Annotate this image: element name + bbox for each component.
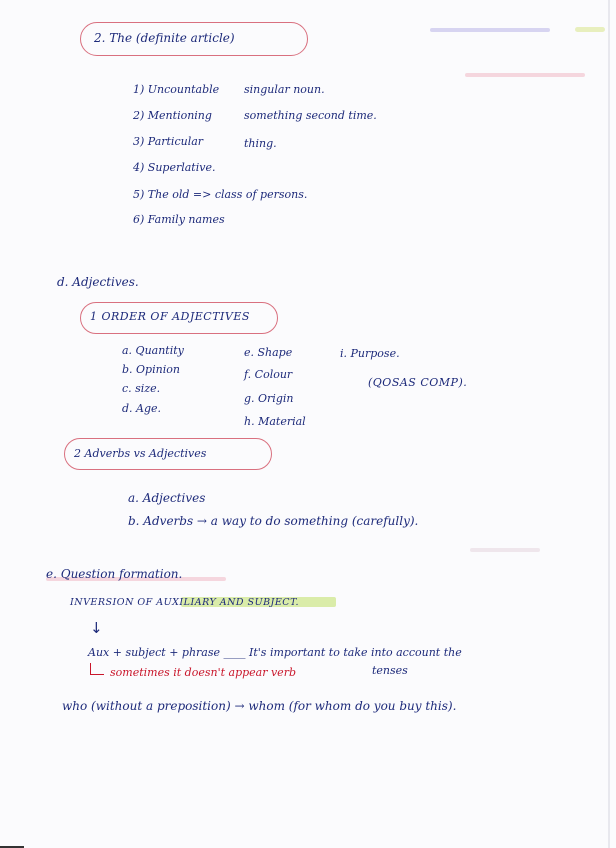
down-arrow-icon: ↓	[90, 619, 103, 637]
smudge-mark	[465, 73, 585, 77]
list-item: 1) Uncountable	[133, 83, 220, 96]
order-item: d. Age.	[122, 402, 162, 415]
section-heading: e. Question formation.	[46, 567, 183, 581]
smudge-mark	[430, 28, 550, 32]
order-item: f. Colour	[244, 368, 293, 381]
note-line: sometimes it doesn't appear verb	[110, 666, 296, 679]
order-item: b. Opinion	[122, 363, 180, 376]
list-item: 4) Superlative.	[133, 161, 216, 174]
smudge-mark	[575, 27, 605, 32]
order-item: h. Material	[244, 415, 306, 428]
formula-line: Aux + subject + phrase ____ It's important to take into account the	[88, 646, 462, 659]
order-item: i. Purpose.	[340, 347, 400, 360]
box-label: 2 Adverbs vs Adjectives	[74, 447, 207, 460]
list-item: something second time.	[244, 109, 377, 122]
box-label: 1 ORDER OF ADJECTIVES	[90, 310, 250, 323]
list-item: singular noun.	[244, 83, 325, 96]
smudge-mark	[470, 548, 540, 552]
list-item: 5) The old => class of persons.	[133, 188, 308, 201]
order-item: e. Shape	[244, 346, 293, 359]
section-heading: d. Adjectives.	[57, 275, 139, 289]
note-line: tenses	[372, 664, 408, 677]
list-item: thing.	[244, 137, 277, 150]
list-item: 3) Particular	[133, 135, 204, 148]
order-item: c. size.	[122, 382, 161, 395]
list-item: 2) Mentioning	[133, 109, 212, 122]
order-item: a. Quantity	[122, 344, 184, 357]
list-item: 6) Family names	[133, 213, 225, 226]
bracket-line	[90, 674, 104, 675]
section-title: 2. The (definite article)	[94, 31, 235, 45]
whom-line: who (without a preposition) → whom (for whom do you buy this).	[62, 699, 457, 713]
av-item: a. Adjectives	[128, 491, 206, 505]
order-mnemonic: (QOSAS COMP).	[368, 376, 468, 389]
order-item: g. Origin	[244, 392, 294, 405]
inversion-rule: INVERSION OF AUXILIARY AND SUBJECT.	[70, 597, 300, 608]
av-item: b. Adverbs → a way to do something (carefully).	[128, 514, 419, 528]
scan-edge	[608, 0, 610, 848]
